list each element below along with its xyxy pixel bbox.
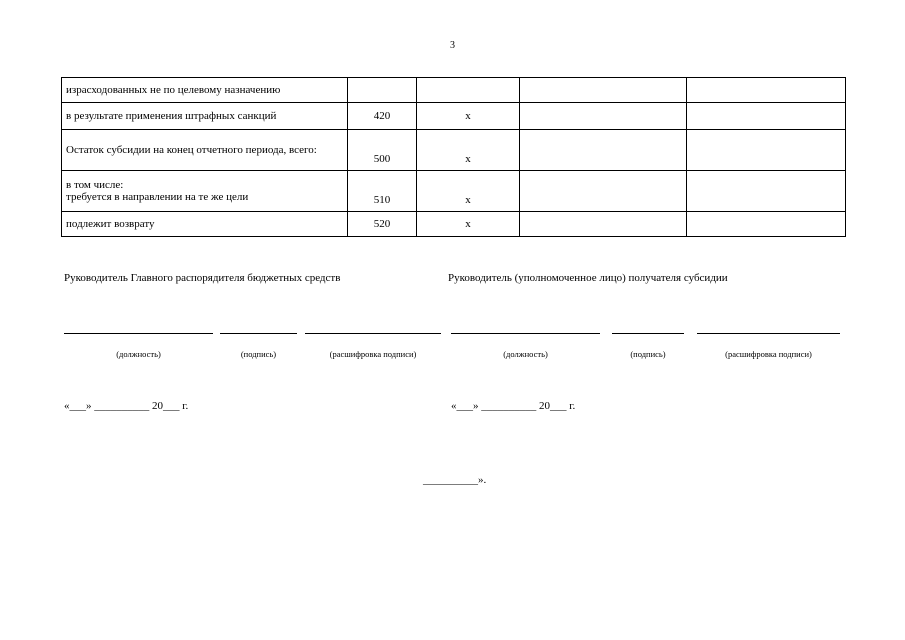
row-value-2 xyxy=(687,78,846,103)
row-value-1 xyxy=(520,78,687,103)
right-full-name-caption: (расшифровка подписи) xyxy=(725,349,812,359)
row-code: 420 xyxy=(348,103,417,130)
left-position-caption: (должность) xyxy=(116,349,161,359)
row-mark: x xyxy=(417,171,520,212)
closing-mark: __________». xyxy=(423,474,487,486)
row-name-line-1: в том числе: xyxy=(66,179,124,191)
table-row xyxy=(62,212,846,237)
row-code: 520 xyxy=(348,212,417,237)
row-mark: x xyxy=(417,212,520,237)
row-value-2 xyxy=(687,103,846,130)
row-value-1 xyxy=(520,212,687,237)
right-signature-line xyxy=(612,333,684,334)
row-name: Остаток субсидии на конец отчетного периода, всего: xyxy=(62,130,348,171)
row-name: в результате применения штрафных санкций xyxy=(62,103,348,130)
left-signature-heading: Руководитель Главного распорядителя бюджетных средств xyxy=(64,272,341,284)
table-row xyxy=(62,78,846,103)
page-number: 3 xyxy=(450,40,455,51)
row-mark: x xyxy=(417,103,520,130)
row-name xyxy=(62,171,348,212)
row-code: 510 xyxy=(348,171,417,212)
right-date-line: «___» __________ 20___ г. xyxy=(451,400,576,412)
row-name: израсходованных не по целевому назначению xyxy=(62,78,348,103)
right-position-caption: (должность) xyxy=(503,349,548,359)
row-value-1 xyxy=(520,103,687,130)
left-position-line xyxy=(64,333,213,334)
row-code xyxy=(348,78,417,103)
row-value-1 xyxy=(520,171,687,212)
left-full-name-line xyxy=(305,333,441,334)
right-signature-heading: Руководитель (уполномоченное лицо) получателя субсидии xyxy=(448,272,728,284)
left-full-name-caption: (расшифровка подписи) xyxy=(329,349,417,359)
table-row xyxy=(62,103,846,130)
row-mark xyxy=(417,78,520,103)
table-row xyxy=(62,130,846,171)
row-name-line-2: требуется в направлении на те же цели xyxy=(66,191,249,203)
table-row xyxy=(62,171,846,212)
row-value-1 xyxy=(520,130,687,171)
right-full-name-line xyxy=(697,333,840,334)
row-value-2 xyxy=(687,212,846,237)
row-mark: x xyxy=(417,130,520,171)
row-code: 500 xyxy=(348,130,417,171)
right-position-line xyxy=(451,333,600,334)
row-value-2 xyxy=(687,130,846,171)
row-value-2 xyxy=(687,171,846,212)
report-table xyxy=(61,77,846,237)
left-signature-caption: (подпись) xyxy=(240,349,277,359)
left-signature-line xyxy=(220,333,297,334)
row-name: подлежит возврату xyxy=(62,212,348,237)
left-date-line: «___» __________ 20___ г. xyxy=(64,400,189,412)
right-signature-caption: (подпись) xyxy=(630,349,666,359)
